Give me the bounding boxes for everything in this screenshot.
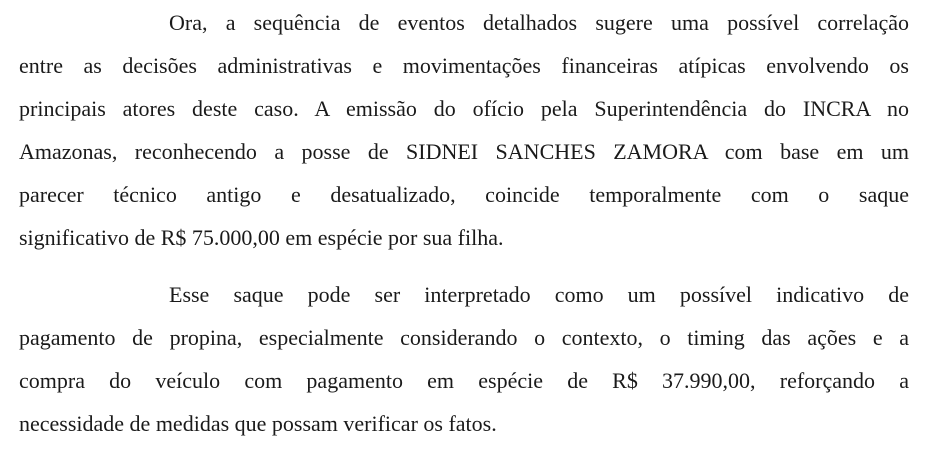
paragraph-line: entre as decisões administrativas e movimentações financeiras atípicas envolvendo os <box>19 53 909 78</box>
paragraph-line: pagamento de propina, especialmente considerando o contexto, o timing das ações e a <box>19 325 909 350</box>
paragraph-1 <box>19 1 909 259</box>
paragraph-line: parecer técnico antigo e desatualizado, coincide temporalmente com o saque <box>19 182 909 207</box>
paragraph-line: significativo de R$ 75.000,00 em espécie por sua filha. <box>19 225 504 250</box>
paragraph-line: Amazonas, reconhecendo a posse de SIDNEI SANCHES ZAMORA com base em um <box>19 139 909 164</box>
paragraph-2 <box>19 273 909 445</box>
document-page <box>19 0 909 445</box>
paragraph-line: necessidade de medidas que possam verificar os fatos. <box>19 411 497 436</box>
paragraph-line: principais atores deste caso. A emissão do ofício pela Superintendência do INCRA no <box>19 96 909 121</box>
paragraph-line: Ora, a sequência de eventos detalhados sugere uma possível correlação <box>169 10 909 35</box>
paragraph-line: Esse saque pode ser interpretado como um possível indicativo de <box>169 282 909 307</box>
paragraph-line: compra do veículo com pagamento em espécie de R$ 37.990,00, reforçando a <box>19 368 909 393</box>
